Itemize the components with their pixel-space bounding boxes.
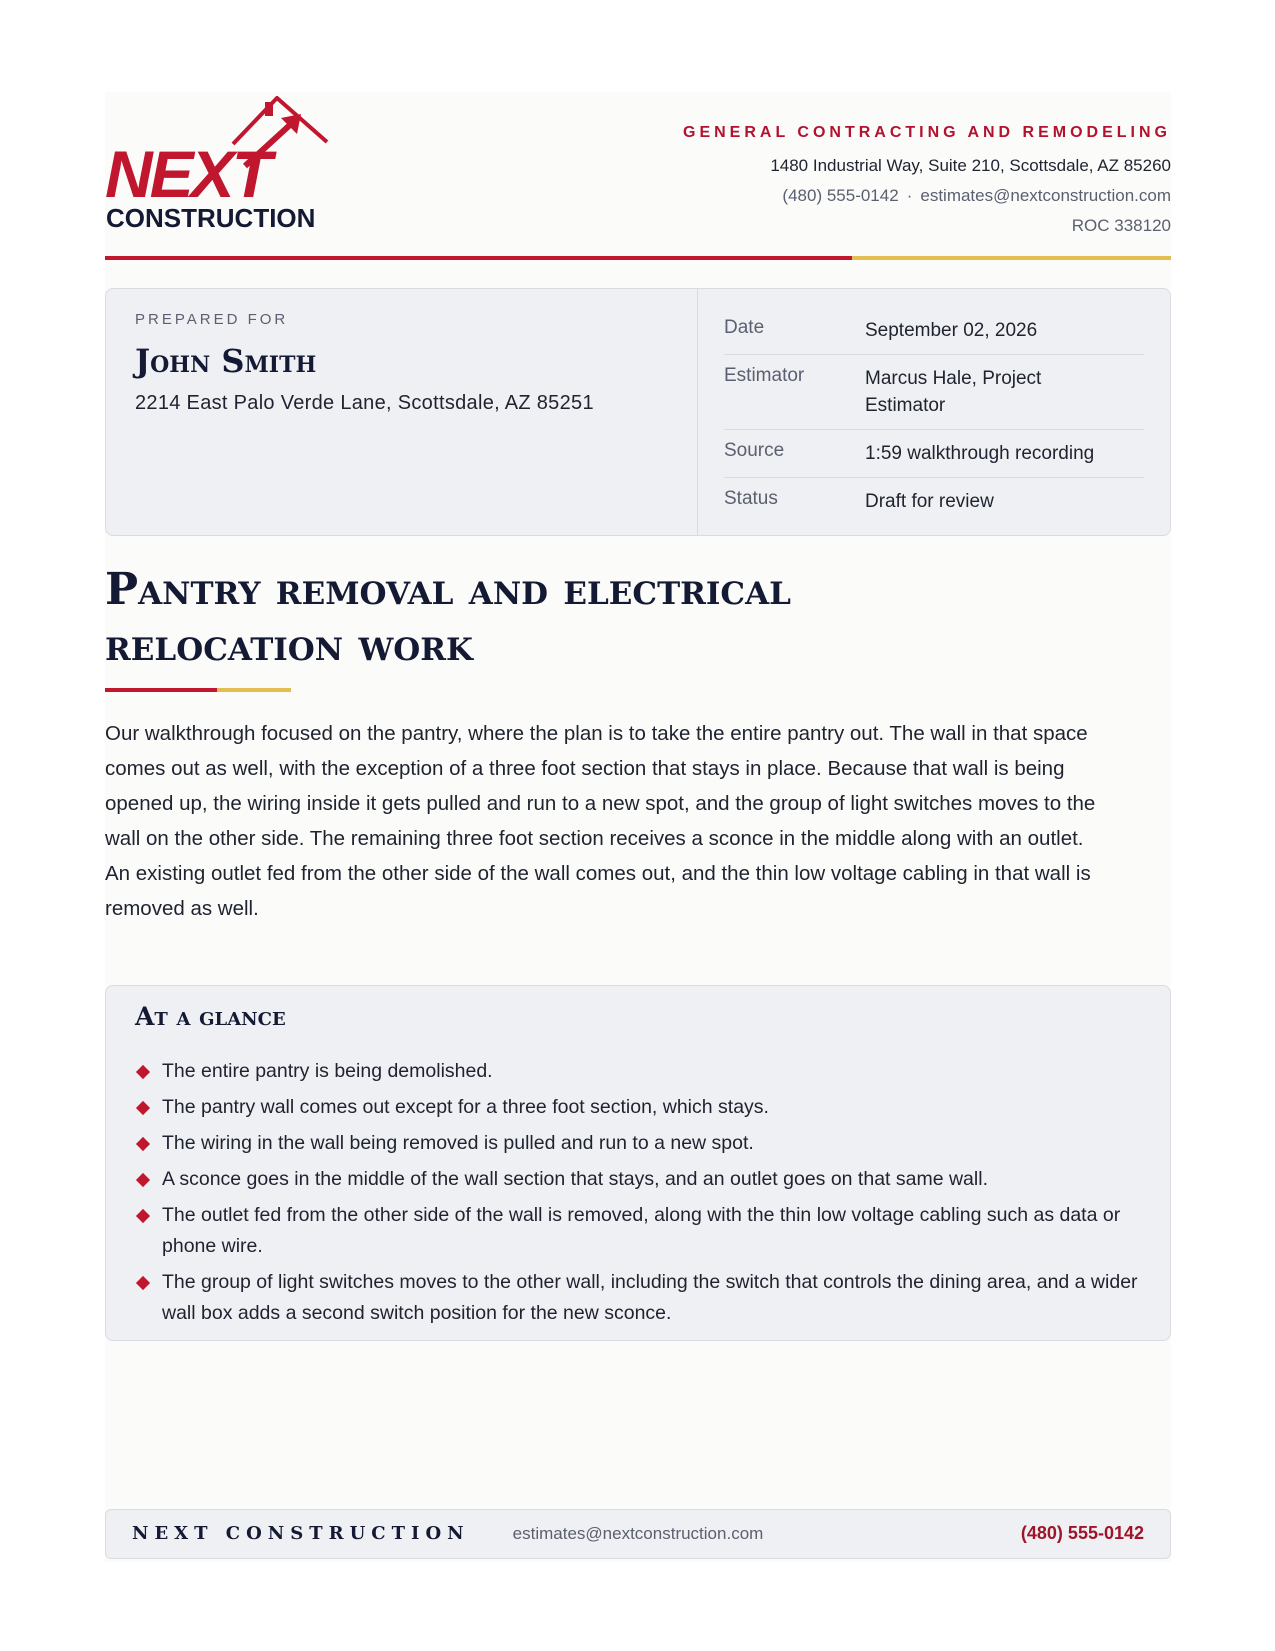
meta-key: Date [724, 317, 765, 338]
footer-phone[interactable]: (480) 555-0142 [1020, 1523, 1144, 1543]
list-item [135, 1056, 1145, 1087]
next-construction-logo [105, 96, 345, 236]
at-a-glance-card [105, 985, 1171, 1341]
meta-key: Source [724, 440, 785, 461]
meta-value: Draft for review [865, 491, 994, 512]
list-item-text: The pantry wall comes out except for a three foot section, which stays. [162, 1096, 769, 1118]
client-address: 2214 East Palo Verde Lane, Scottsdale, AZ 85251 [135, 392, 594, 414]
meta-value: Marcus Hale, Project Estimator [865, 368, 1042, 416]
meta-key: Status [724, 488, 778, 509]
list-item-text: The group of light switches moves to the other wall, including the switch that controls the dining area, and a wider wall box adds a second switch position for the new sconce. [162, 1271, 1138, 1324]
list-item [135, 1267, 1145, 1329]
at-a-glance-list [135, 1056, 1145, 1334]
meta-value: 1:59 walkthrough recording [865, 443, 1095, 464]
logo-word: NEXT [105, 137, 270, 211]
meta-row-estimator [724, 355, 1144, 430]
footer-email[interactable]: estimates@nextconstruction.com [512, 1524, 764, 1543]
company-address: 1480 Industrial Way, Suite 210, Scottsdale, AZ 85260 [770, 156, 1171, 175]
meta-value: September 02, 2026 [865, 320, 1038, 341]
company-phone[interactable]: (480) 555-0142 [782, 186, 899, 205]
header-rule [105, 256, 1171, 260]
list-item-text: The outlet fed from the other side of the wall is removed, along with the thin low voltage cabling such as data or phone wire. [162, 1204, 1121, 1257]
diamond-bullet-icon [136, 1173, 150, 1187]
license-number: ROC 338120 [1071, 216, 1171, 235]
header-rule-red [105, 256, 852, 260]
meta-key: Estimator [724, 365, 805, 386]
logo-subtitle: CONSTRUCTION [106, 203, 316, 233]
estimate-meta-table [724, 307, 1144, 525]
list-item [135, 1128, 1145, 1159]
document-title: Pantry removal and electrical relocation work [105, 564, 791, 671]
prepared-for-label: PREPARED FOR [135, 311, 289, 328]
client-name: John Smith [135, 342, 317, 380]
diamond-bullet-icon [136, 1065, 150, 1079]
company-email[interactable]: estimates@nextconstruction.com [920, 186, 1171, 205]
company-contact [683, 186, 1171, 206]
list-item [135, 1200, 1145, 1262]
company-contact-block [683, 124, 1171, 236]
estimate-info-card [105, 288, 1171, 536]
title-rule-red [105, 688, 217, 692]
header-rule-gold [852, 256, 1171, 260]
page-footer [105, 1509, 1171, 1559]
list-item-text: A sconce goes in the middle of the wall section that stays, and an outlet goes on that same wall. [162, 1168, 988, 1190]
list-item-text: The entire pantry is being demolished. [162, 1060, 493, 1082]
list-item [135, 1092, 1145, 1123]
walkthrough-summary: Our walkthrough focused on the pantry, where the plan is to take the entire pantry out. The wall in that space comes out as well, with the exception of a three foot section that stays in place. Because that wall is being opened up, the wiring inside it gets pulled and run to a new spot, and the group of light switches moves to the wall on the other side. The remaining three foot section receives a sconce in the middle along with an outlet. An existing outlet fed from the other side of the wall comes out, and the thin low voltage cabling in that wall is removed as well. [105, 722, 1096, 920]
diamond-bullet-icon [136, 1209, 150, 1223]
diamond-bullet-icon [136, 1137, 150, 1151]
meta-row-source [724, 430, 1144, 478]
diamond-bullet-icon [136, 1101, 150, 1115]
document-page [105, 92, 1171, 1562]
contact-separator: · [906, 186, 913, 205]
list-item-text: The wiring in the wall being removed is pulled and run to a new spot. [162, 1132, 754, 1154]
at-a-glance-heading: At a glance [135, 1002, 286, 1031]
company-tagline: GENERAL CONTRACTING AND REMODELING [683, 124, 1171, 141]
info-card-divider [697, 289, 698, 535]
title-rule-gold [217, 688, 291, 692]
meta-row-date [724, 307, 1144, 355]
list-item [135, 1164, 1145, 1195]
footer-brand: NEXT CONSTRUCTION [132, 1523, 470, 1544]
prepared-for-section [135, 311, 675, 415]
meta-row-status [724, 478, 1144, 525]
diamond-bullet-icon [136, 1276, 150, 1290]
title-rule [105, 688, 291, 692]
